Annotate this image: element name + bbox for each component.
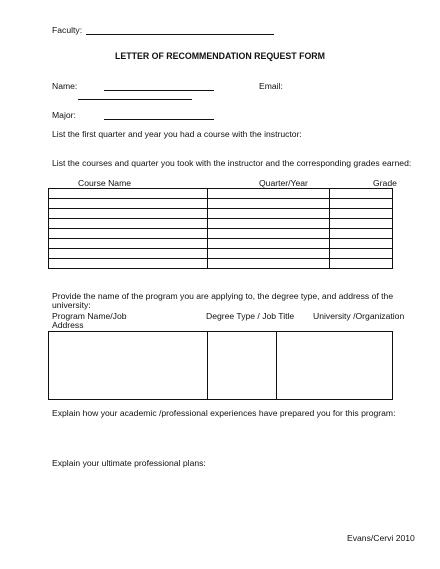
program-name-cell[interactable] [49,332,208,400]
course-name-cell[interactable] [49,249,208,259]
quarter-year-cell[interactable] [207,189,330,199]
university-header: University /Organization [313,311,405,321]
course-name-cell[interactable] [49,189,208,199]
degree-type-cell[interactable] [207,332,277,400]
grade-cell[interactable] [330,219,393,229]
grade-cell[interactable] [330,229,393,239]
course-name-header: Course Name [78,178,132,188]
table-row [49,332,393,400]
faculty-field[interactable] [86,34,274,35]
footer-credit: Evans/Cervi 2010 [347,533,415,543]
grade-cell[interactable] [330,199,393,209]
major-field[interactable] [104,119,214,120]
first-quarter-prompt: List the first quarter and year you had a course with the instructor: [52,129,302,139]
name-label: Name: [52,81,78,91]
grade-header: Grade [373,178,397,188]
quarter-year-cell[interactable] [207,209,330,219]
table-row [49,239,393,249]
course-name-cell[interactable] [49,229,208,239]
table-row [49,189,393,199]
table-row [49,219,393,229]
quarter-year-cell[interactable] [207,239,330,249]
quarter-year-header: Quarter/Year [259,178,308,188]
university-cell[interactable] [277,332,393,400]
table-row [49,199,393,209]
form-title: LETTER OF RECOMMENDATION REQUEST FORM [115,51,325,61]
grade-cell[interactable] [330,239,393,249]
course-name-cell[interactable] [49,209,208,219]
plans-prompt: Explain your ultimate professional plans: [52,458,206,468]
grade-cell[interactable] [330,259,393,269]
name-field[interactable] [104,90,214,91]
quarter-year-cell[interactable] [207,199,330,209]
quarter-year-cell[interactable] [207,259,330,269]
course-name-cell[interactable] [49,259,208,269]
quarter-year-cell[interactable] [207,249,330,259]
grade-cell[interactable] [330,189,393,199]
quarter-year-cell[interactable] [207,229,330,239]
courses-table [48,188,393,269]
program-name-header: Program Name/Job [52,311,127,321]
grade-cell[interactable] [330,249,393,259]
table-row [49,229,393,239]
table-row [49,249,393,259]
address-header: Address [52,320,84,330]
experience-prompt: Explain how your academic /professional experiences have prepared you for this program: [52,408,396,418]
grade-cell[interactable] [330,209,393,219]
major-label: Major: [52,110,76,120]
faculty-label: Faculty: [52,25,83,35]
email-label: Email: [259,81,283,91]
table-row [49,259,393,269]
course-name-cell[interactable] [49,199,208,209]
quarter-year-cell[interactable] [207,219,330,229]
course-name-cell[interactable] [49,239,208,249]
degree-type-header: Degree Type / Job Title [206,311,295,321]
email-field[interactable] [78,99,192,100]
course-name-cell[interactable] [49,219,208,229]
program-prompt: Provide the name of the program you are applying to, the degree type, and address of the university: [52,291,394,311]
program-table [48,331,393,400]
table-row [49,209,393,219]
courses-prompt: List the courses and quarter you took with the instructor and the corresponding grades earned: [52,158,412,168]
